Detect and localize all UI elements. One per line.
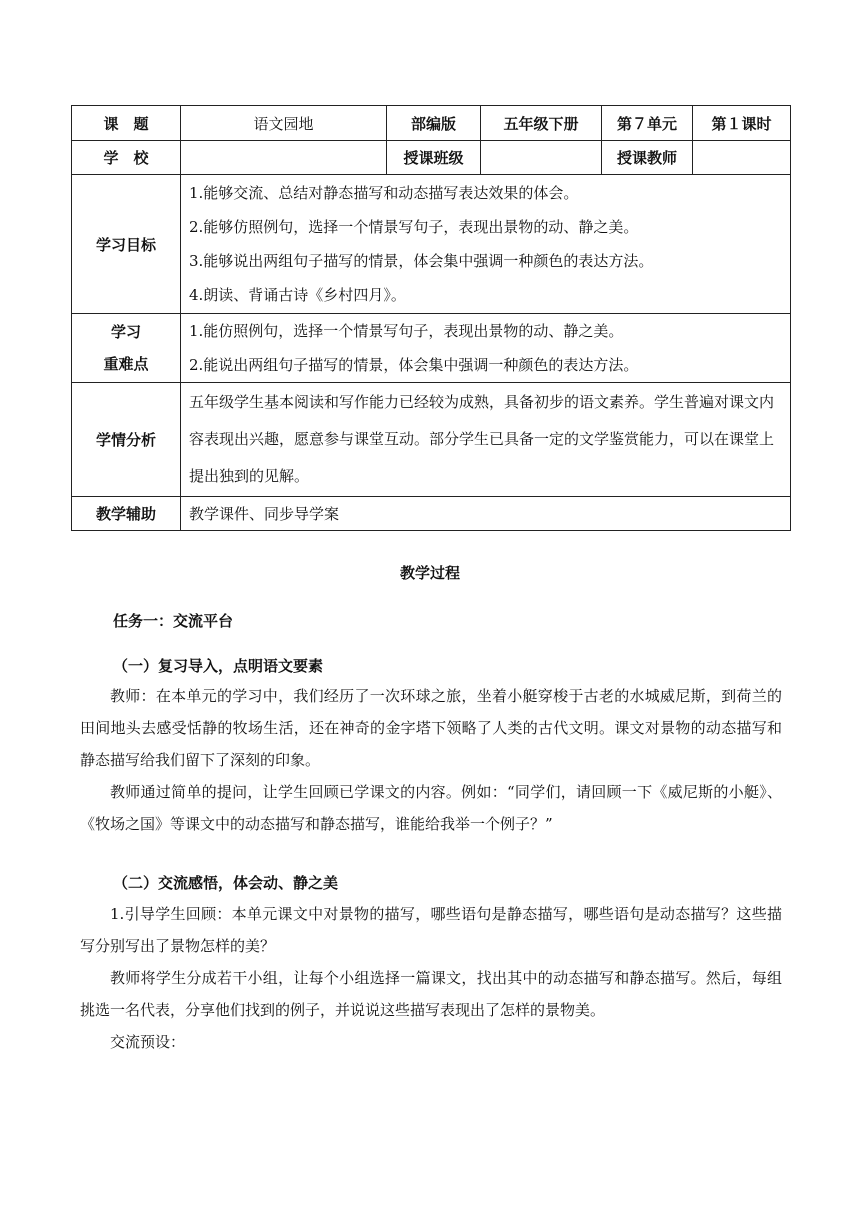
key-points-label	[72, 314, 181, 383]
paragraph-block-2	[80, 898, 782, 1058]
teacher-value	[693, 141, 791, 175]
topic-label: 课 题	[72, 106, 181, 141]
key-label-line2: 重难点	[103, 355, 149, 373]
edition-value: 部编版	[387, 106, 481, 141]
analysis-label: 学情分析	[72, 383, 181, 497]
teacher-label: 授课教师	[602, 141, 693, 175]
analysis-text: 五年级学生基本阅读和写作能力已经较为成熟，具备初步的语文素养。学生普遍对课文内容表现出兴趣，愿意参与课堂互动。部分学生已具备一定的文学鉴赏能力，可以在课堂上提出独到的见解。	[181, 383, 791, 497]
lesson-value: 第１课时	[693, 106, 791, 141]
table-row	[72, 106, 791, 141]
aid-label: 教学辅助	[72, 497, 181, 531]
table-row	[72, 497, 791, 531]
key-points-cell	[181, 314, 791, 383]
table-row	[72, 175, 791, 314]
paragraph: 教师通过简单的提问，让学生回顾已学课文的内容。例如：“同学们，请回顾一下《威尼斯的小艇》、《牧场之国》等课文中的动态描写和静态描写，谁能给我举一个例子？”	[80, 783, 782, 833]
table-row	[72, 314, 791, 383]
goal-item: 4.朗读、背诵古诗《乡村四月》。	[189, 286, 406, 304]
process-title: 教学过程	[399, 564, 460, 582]
school-label: 学 校	[72, 141, 181, 175]
topic-value: 语文园地	[181, 106, 387, 141]
unit-value: 第７单元	[602, 106, 693, 141]
paragraph-block-1	[80, 680, 782, 840]
section-heading: （二）交流感悟，体会动、静之美	[113, 874, 339, 892]
goal-item: 3.能够说出两组句子描写的情景，体会集中强调一种颜色的表达方法。	[189, 252, 654, 270]
section-heading: （一）复习导入，点明语文要素	[113, 657, 324, 675]
goal-item: 1.能够交流、总结对静态描写和动态描写表达效果的体会。	[189, 184, 579, 202]
table-row	[72, 383, 791, 497]
key-label-line1: 学习	[110, 323, 141, 341]
table-row	[72, 141, 791, 175]
grade-value: 五年级下册	[481, 106, 602, 141]
school-value	[181, 141, 387, 175]
goals-cell	[181, 175, 791, 314]
class-label: 授课班级	[387, 141, 481, 175]
task-heading: 任务一：交流平台	[113, 612, 234, 630]
key-point-item: 2.能说出两组句子描写的情景，体会集中强调一种颜色的表达方法。	[189, 356, 639, 374]
goals-label: 学习目标	[72, 175, 181, 314]
paragraph: 交流预设：	[110, 1033, 186, 1051]
paragraph: 1.引导学生回顾：本单元课文中对景物的描写，哪些语句是静态描写，哪些语句是动态描写？这些描写分别写出了景物怎样的美？	[80, 905, 782, 955]
paragraph: 教师将学生分成若干小组，让每个小组选择一篇课文，找出其中的动态描写和静态描写。然后，每组挑选一名代表，分享他们找到的例子，并说说这些描写表现出了怎样的景物美。	[80, 969, 782, 1019]
class-value	[481, 141, 602, 175]
paragraph: 教师：在本单元的学习中，我们经历了一次环球之旅，坐着小艇穿梭于古老的水城威尼斯，到荷兰的田间地头去感受恬静的牧场生活，还在神奇的金字塔下领略了人类的古代文明。课文对景物的动态描写和静态描写给我们留下了深刻的印象。	[80, 687, 782, 769]
lesson-plan-table	[71, 105, 791, 531]
goal-item: 2.能够仿照例句，选择一个情景写句子，表现出景物的动、静之美。	[189, 218, 639, 236]
key-point-item: 1.能仿照例句，选择一个情景写句子，表现出景物的动、静之美。	[189, 322, 624, 340]
aid-value: 教学课件、同步导学案	[181, 497, 791, 531]
